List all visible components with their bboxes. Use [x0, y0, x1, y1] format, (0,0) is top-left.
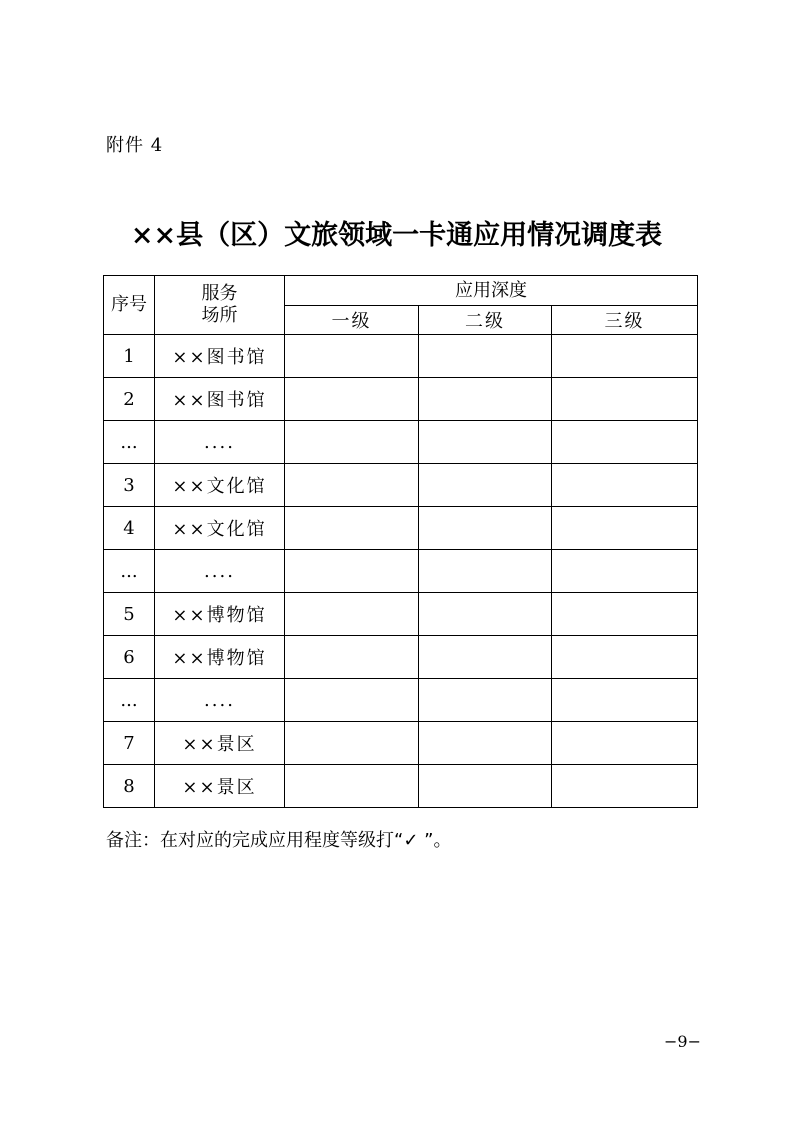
row-index: 4 [104, 507, 155, 550]
level-3-cell [552, 593, 698, 636]
row-venue: ××图书馆 [155, 378, 285, 421]
level-3-cell [552, 464, 698, 507]
level-2-cell [419, 421, 552, 464]
row-index: 7 [104, 722, 155, 765]
level-2-cell [419, 636, 552, 679]
level-1-cell [285, 550, 419, 593]
level-3-cell [552, 507, 698, 550]
row-index: 6 [104, 636, 155, 679]
document-title: ××县（区）文旅领域一卡通应用情况调度表 [130, 220, 663, 251]
row-index: 5 [104, 593, 155, 636]
row-index: 8 [104, 765, 155, 808]
attachment-label: 附件 4 [106, 135, 164, 156]
level-2-cell [419, 722, 552, 765]
level-1-cell [285, 722, 419, 765]
row-index: 1 [104, 335, 155, 378]
row-venue: ××图书馆 [155, 335, 285, 378]
row-venue: ××博物馆 [155, 636, 285, 679]
row-index: 2 [104, 378, 155, 421]
header-venue-line2: 场所 [201, 305, 238, 326]
note-text: 备注：在对应的完成应用程度等级打“✓ ”。 [106, 830, 452, 851]
header-venue-line1: 服务 [201, 283, 238, 304]
level-1-cell [285, 679, 419, 722]
table-row [104, 636, 698, 679]
level-3-cell [552, 378, 698, 421]
table-row [104, 421, 698, 464]
level-2-cell [419, 679, 552, 722]
table-row [104, 593, 698, 636]
row-venue: ××景区 [155, 765, 285, 808]
table-row [104, 765, 698, 808]
table-row [104, 722, 698, 765]
row-venue: ××博物馆 [155, 593, 285, 636]
header-level-2: 二级 [419, 306, 552, 335]
level-1-cell [285, 335, 419, 378]
row-venue: .... [155, 550, 285, 593]
level-3-cell [552, 679, 698, 722]
row-venue: .... [155, 679, 285, 722]
row-venue: ××文化馆 [155, 507, 285, 550]
level-1-cell [285, 378, 419, 421]
header-level-3: 三级 [552, 306, 698, 335]
row-venue: ××文化馆 [155, 464, 285, 507]
level-1-cell [285, 421, 419, 464]
survey-table [103, 275, 698, 808]
level-2-cell [419, 507, 552, 550]
level-3-cell [552, 550, 698, 593]
table-row [104, 378, 698, 421]
table-row [104, 550, 698, 593]
row-index: ... [104, 550, 155, 593]
level-2-cell [419, 464, 552, 507]
level-2-cell [419, 765, 552, 808]
level-3-cell [552, 765, 698, 808]
level-1-cell [285, 765, 419, 808]
page-number: −9− [664, 1032, 701, 1051]
header-index: 序号 [104, 276, 155, 335]
table-row [104, 507, 698, 550]
level-1-cell [285, 464, 419, 507]
level-3-cell [552, 335, 698, 378]
row-venue: ××景区 [155, 722, 285, 765]
header-level-1: 一级 [285, 306, 419, 335]
row-index: ... [104, 679, 155, 722]
level-3-cell [552, 421, 698, 464]
header-venue [155, 276, 285, 335]
level-2-cell [419, 335, 552, 378]
table-row [104, 335, 698, 378]
table-row [104, 679, 698, 722]
level-2-cell [419, 550, 552, 593]
row-index: 3 [104, 464, 155, 507]
level-3-cell [552, 722, 698, 765]
row-venue: .... [155, 421, 285, 464]
level-2-cell [419, 593, 552, 636]
level-1-cell [285, 636, 419, 679]
level-1-cell [285, 507, 419, 550]
level-2-cell [419, 378, 552, 421]
table-row [104, 464, 698, 507]
row-index: ... [104, 421, 155, 464]
level-3-cell [552, 636, 698, 679]
level-1-cell [285, 593, 419, 636]
header-depth: 应用深度 [285, 276, 698, 306]
